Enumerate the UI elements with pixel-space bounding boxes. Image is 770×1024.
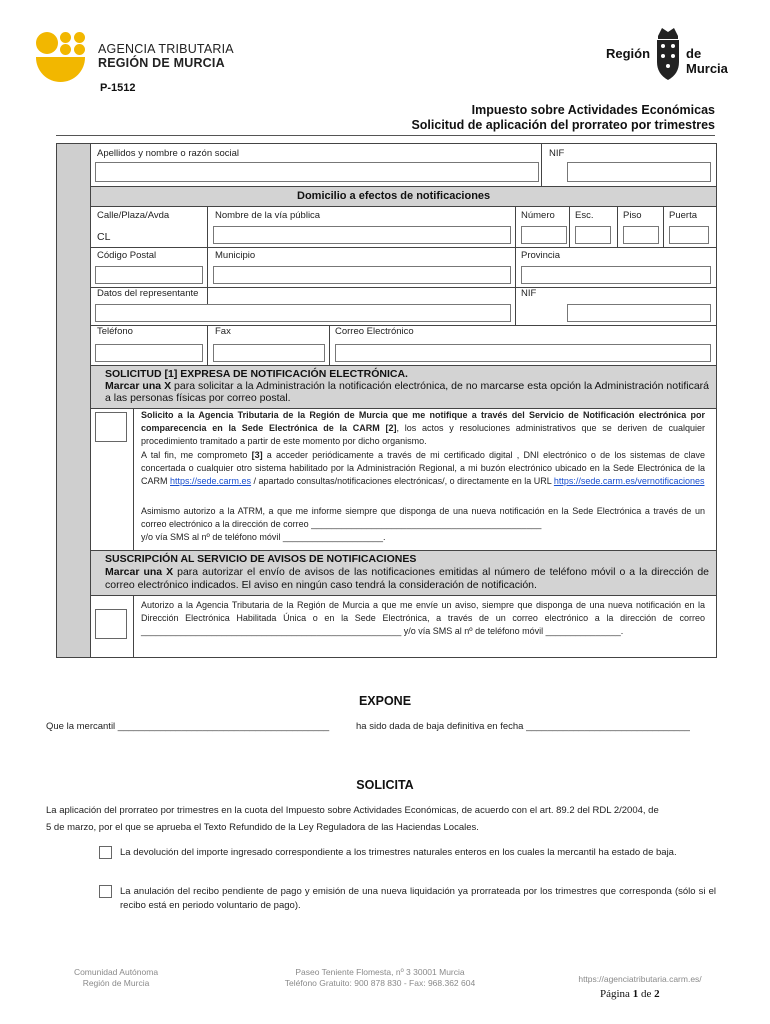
- expone-text-a: Que la mercantil ________________________________________: [46, 721, 330, 732]
- devolucion-checkbox[interactable]: [99, 846, 112, 859]
- title-line1: Impuesto sobre Actividades Económicas: [471, 103, 715, 117]
- expone-text-b: ha sido dada de baja definitiva en fecha _______________________________: [356, 721, 690, 732]
- piso-label: Piso: [623, 210, 642, 221]
- avisos-header: [105, 553, 709, 592]
- solicitud-paragraph-3: Asimismo autorizo a la ATRM, a que me informe siempre que disponga de una nueva notificación en la Sede Electrónica a través de un correo electrónico a la dirección de correo ______________________________________________ y/o vía SMS al nº de teléfono móvil ____________________.: [141, 506, 705, 542]
- solicitud-paragraph-2: A tal fin, me comprometo [3] a acceder periódicamente a través de mi certificado digital , DNI electrónico o de los sistemas de clave concertada o cualquier otro sistema habilitado por la Administración Regional, a mi buzón electrónico ubicado en la Sede Electrónica de la CARM https://sede.carm.es / apartado consultas/notificaciones electrónicas/, o directamente en la URL https://sede.carm.es/vernotificaciones: [141, 450, 705, 486]
- nif-field[interactable]: [567, 162, 711, 182]
- avisos-instructions: Marcar una X para autorizar el envío de avisos de las notificaciones emitidas al número de teléfono móvil o a la dirección de correo electrónico indicados. El aviso en ningún caso tendrá la consideración de notificación.: [105, 566, 710, 591]
- expone-heading: EXPONE: [358, 694, 412, 708]
- region-logo: [606, 26, 746, 82]
- region-right-text: de Murcia: [686, 46, 728, 76]
- numero-field[interactable]: [521, 226, 567, 244]
- agency-line1: AGENCIA TRIBUTARIA: [98, 42, 234, 56]
- devolucion-option: La devolución del importe ingresado correspondiente a los trimestres naturales enteros en los cuales la mercantil ha estado de baja.: [120, 847, 677, 858]
- municipio-label: Municipio: [215, 250, 256, 261]
- coat-of-arms-icon: [652, 26, 684, 82]
- sede-link[interactable]: https://sede.carm.es: [170, 476, 252, 486]
- telefono-label: Teléfono: [97, 326, 133, 337]
- apellidos-label: Apellidos y nombre o razón social: [97, 148, 240, 159]
- title-line2: Solicitud de aplicación del prorrateo por trimestres: [411, 118, 715, 132]
- vernotificaciones-link[interactable]: https://sede.carm.es/vernotificaciones: [553, 476, 705, 486]
- piso-field[interactable]: [623, 226, 659, 244]
- anulacion-option: La anulación del recibo pendiente de pago y emisión de una nueva liquidación ya prorrateada por los trimestres que corresponda (sólo si el recibo está en periodo voluntario de pago).: [120, 886, 716, 911]
- form-code: P-1512: [100, 82, 136, 94]
- avisos-checkbox[interactable]: [95, 609, 127, 639]
- esc-label: Esc.: [575, 210, 594, 221]
- correo-field[interactable]: [335, 344, 711, 362]
- fax-field[interactable]: [213, 344, 325, 362]
- avisos-paragraph: Autorizo a la Agencia Tributaria de la Región de Murcia a que me envíe un aviso, siempre que disponga de una nueva notificación en la Dirección Electrónica Habilitada Única o en la Sede Electrónica, a través de un correo electrónico a la dirección de correo ____________________________________________________ y/o vía SMS al nº de teléfono móvil _______________.: [141, 600, 705, 636]
- provincia-field[interactable]: [521, 266, 711, 284]
- correo-label: Correo Electrónico: [335, 326, 414, 337]
- form-grid: [56, 143, 717, 658]
- solicitud-paragraph-1: Solicito a la Agencia Tributaria de la Región de Murcia que me notifique a través del Servicio de Notificación electrónica por comparecencia en la Sede Electrónica de la CARM [2], los actos y resoluciones administrativos que se deriven de cualquier procedimiento tramitado a partir de este momento por dicho organismo.: [141, 410, 705, 446]
- municipio-field[interactable]: [213, 266, 511, 284]
- representante-label: Datos del representante: [97, 288, 199, 299]
- esc-field[interactable]: [575, 226, 611, 244]
- page-number: Página 1 de 2: [600, 988, 660, 1000]
- agency-name: [98, 42, 234, 70]
- avisos-title: SUSCRIPCIÓN AL SERVICIO DE AVISOS DE NOTIFICACIONES: [105, 553, 417, 565]
- telefono-field[interactable]: [95, 344, 203, 362]
- nif2-field[interactable]: [567, 304, 711, 322]
- puerta-label: Puerta: [669, 210, 697, 221]
- solicita-text: La aplicación del prorrateo por trimestres en la cuota del Impuesto sobre Actividades Económicas, de acuerdo con el art. 89.2 del RDL 2/2004, de 5 de marzo, por el que se aprueba el Texto Refundido de la Ley Reguladora de las Haciendas Locales.: [46, 805, 659, 833]
- footer-left: Comunidad Autónoma Región de Murcia: [73, 967, 159, 988]
- region-left-text: Región: [606, 46, 651, 61]
- footer-url[interactable]: https://agenciatributaria.carm.es/: [578, 974, 702, 984]
- form-side-bar: [57, 144, 91, 657]
- numero-label: Número: [521, 210, 555, 221]
- cp-label: Código Postal: [97, 250, 157, 261]
- solicitud-checkbox[interactable]: [95, 412, 127, 442]
- solicita-heading: SOLICITA: [356, 778, 414, 792]
- title-divider: [56, 135, 715, 136]
- footer-address: Paseo Teniente Flomesta, nº 3 30001 Murcia Teléfono Gratuito: 900 878 830 - Fax: 968.362 604: [284, 967, 476, 988]
- agency-logo: [36, 32, 88, 82]
- solicitud-instructions: Marcar una X para solicitar a la Administración la notificación electrónica, de no marcarse esta opción la Administración notificará a las personas físicas por correo postal.: [105, 380, 709, 404]
- calle-value[interactable]: CL: [97, 231, 111, 243]
- via-label: Nombre de la vía pública: [215, 210, 321, 221]
- solicitud-header: [105, 368, 709, 404]
- document-title: [215, 103, 715, 133]
- provincia-label: Provincia: [521, 250, 561, 261]
- nif-label: NIF: [549, 148, 565, 159]
- domicilio-title: Domicilio a efectos de notificaciones: [297, 190, 491, 202]
- cp-field[interactable]: [95, 266, 203, 284]
- apellidos-field[interactable]: [95, 162, 539, 182]
- calle-label: Calle/Plaza/Avda: [97, 210, 170, 221]
- anulacion-checkbox[interactable]: [99, 885, 112, 898]
- agency-line2: REGIÓN DE MURCIA: [98, 56, 225, 70]
- nif2-label: NIF: [521, 288, 537, 299]
- fax-label: Fax: [215, 326, 231, 337]
- via-field[interactable]: [213, 226, 511, 244]
- puerta-field[interactable]: [669, 226, 709, 244]
- solicitud-title: SOLICITUD [1] EXPRESA DE NOTIFICACIÓN ELECTRÓNICA.: [105, 368, 408, 380]
- representante-field[interactable]: [95, 304, 511, 322]
